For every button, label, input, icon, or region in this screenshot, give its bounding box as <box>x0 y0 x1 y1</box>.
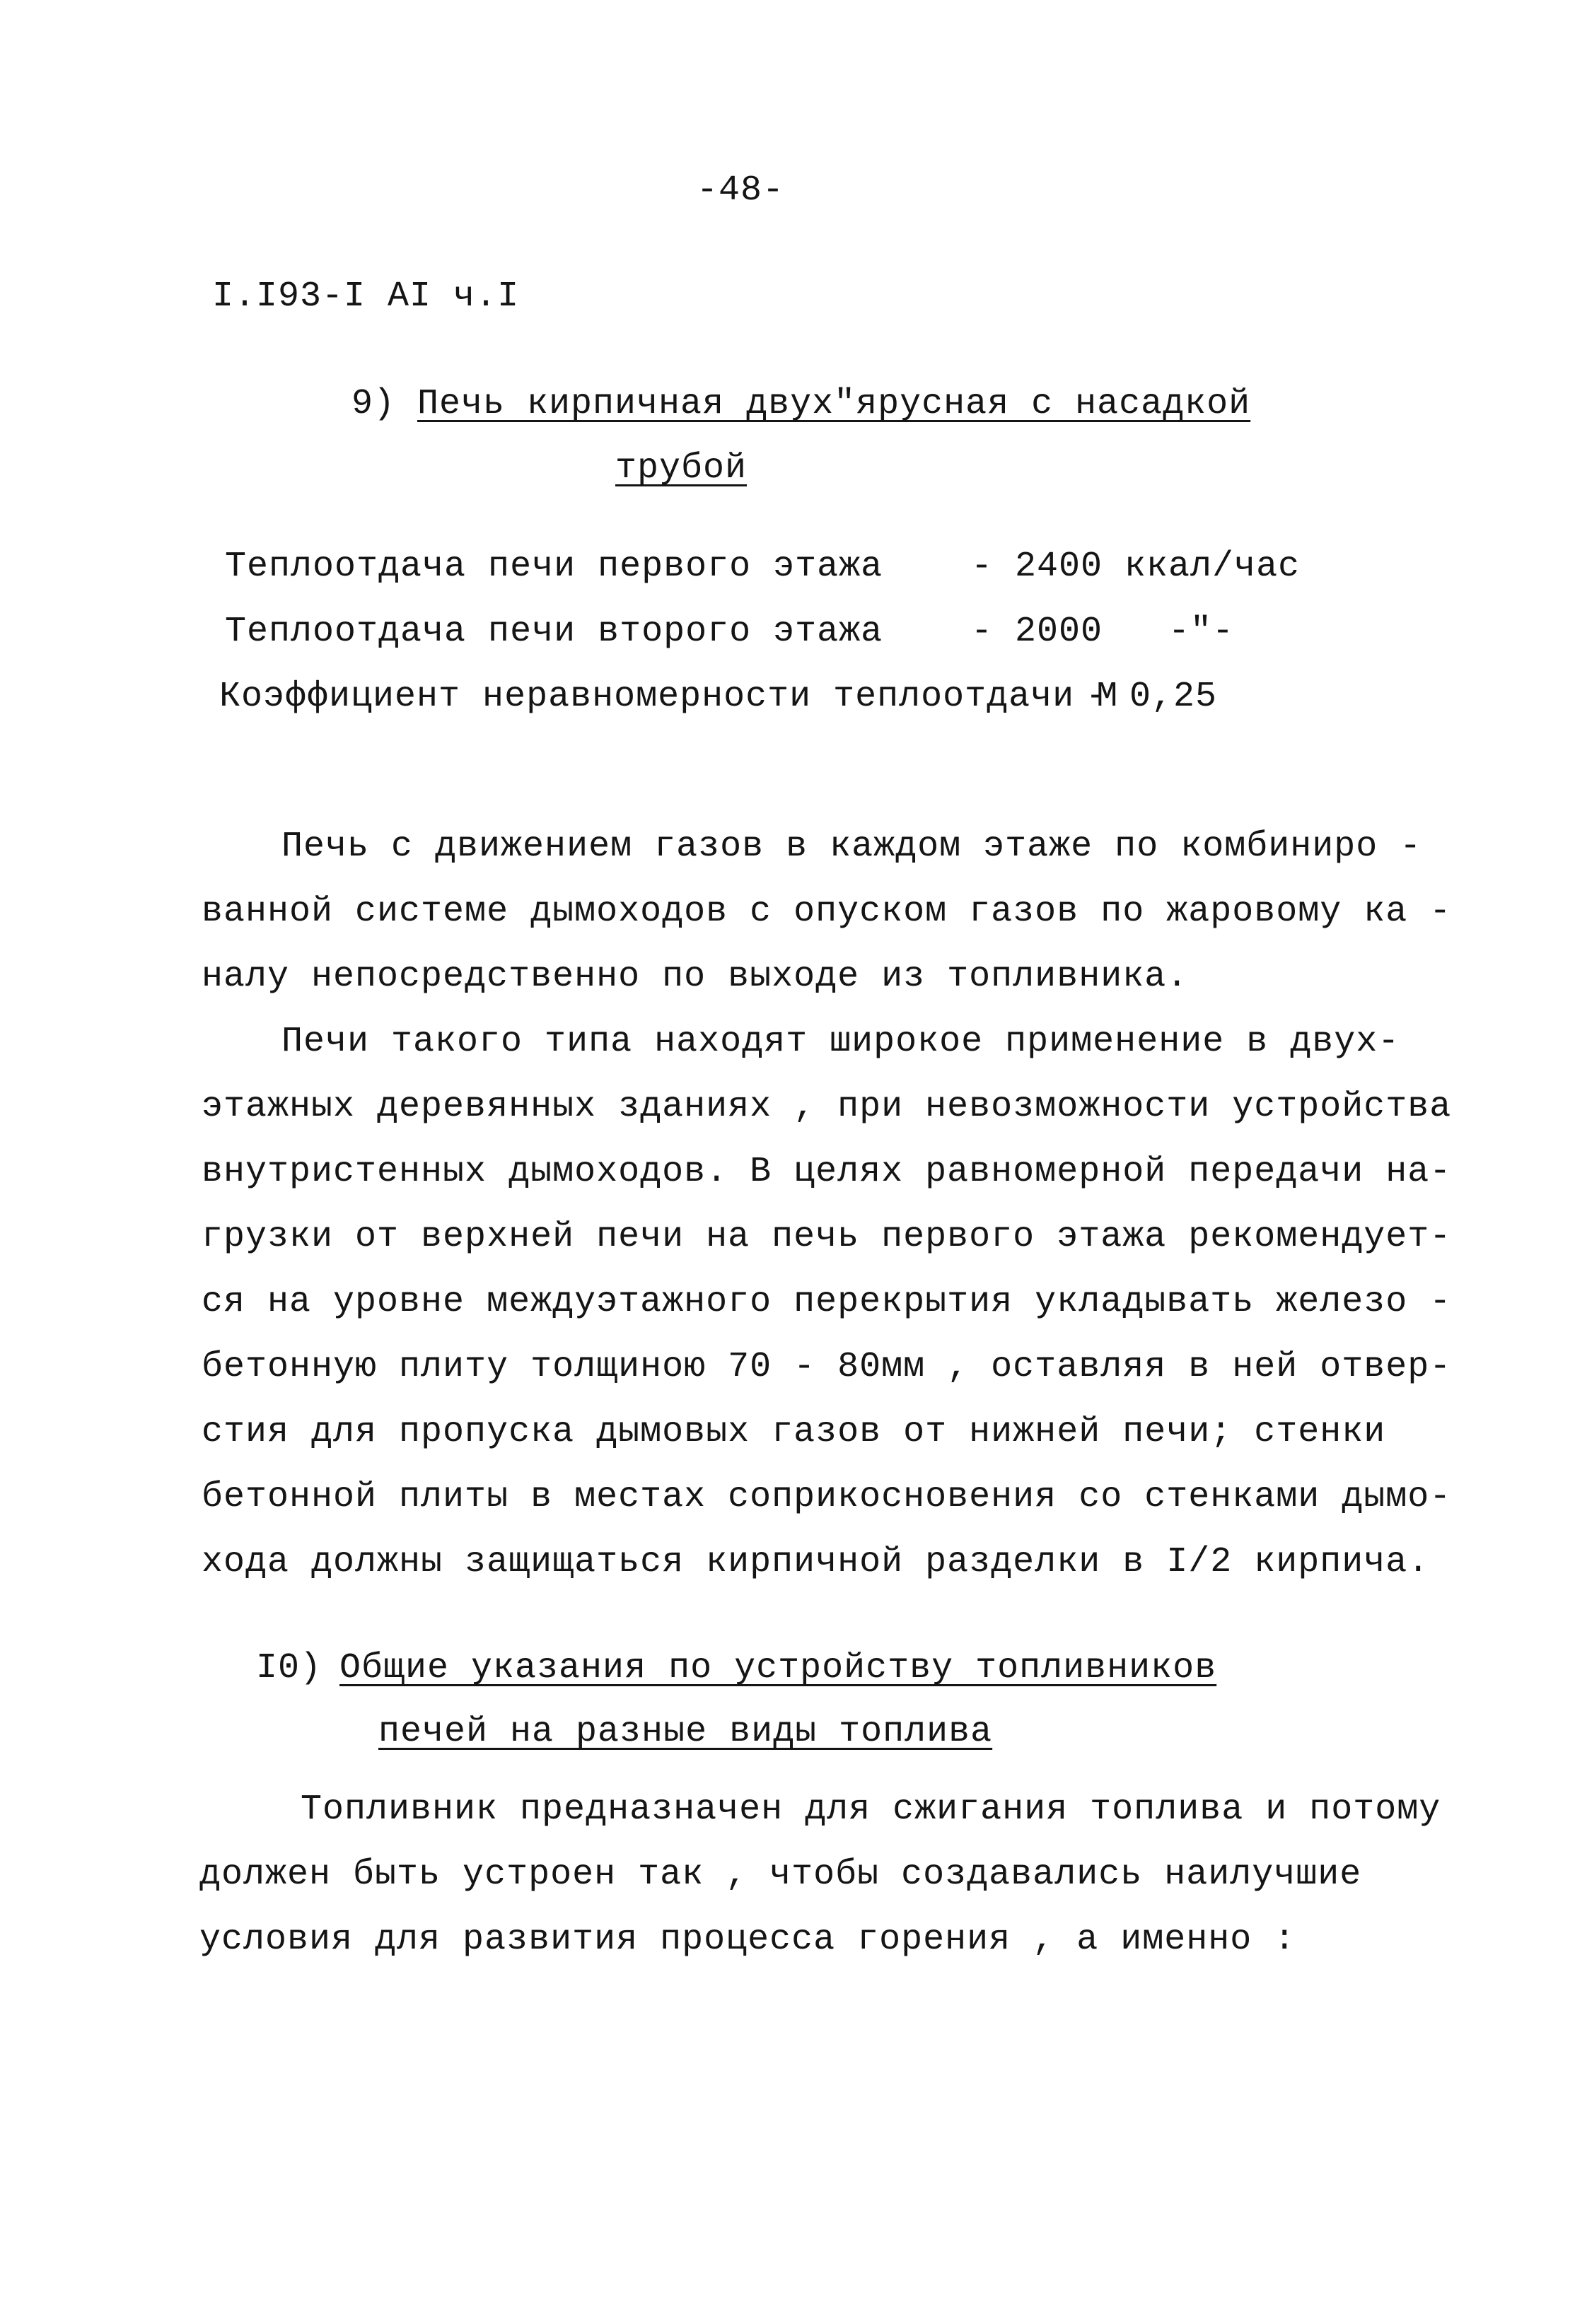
spec-value: - 2400 ккал/час <box>971 547 1301 587</box>
spec-label: Коэффициент неравномерности теплоотдачи М <box>219 677 1119 717</box>
paragraph-2-line: этажных деревянных зданиях , при невозможности устройства <box>202 1087 1452 1127</box>
spec-label: Теплоотдача печи второго этажа <box>225 612 883 652</box>
section-9-title-line1: Печь кирпичная двух"ярусная с насадкой <box>417 384 1251 424</box>
paragraph-3-line: должен быть устроен так , чтобы создавались наилучшие <box>199 1855 1362 1895</box>
document-code: I.I93-I AI ч.I <box>212 276 520 317</box>
paragraph-3-line: условия для развития процесса горения , а именно : <box>199 1920 1296 1960</box>
paragraph-2-line: бетонную плиту толщиною 70 - 80мм , оставляя в ней отвер- <box>202 1347 1452 1387</box>
section-9-number: 9) <box>351 384 396 424</box>
spec-row-1 <box>225 546 1328 588</box>
spec-value: - 0,25 <box>1086 677 1218 717</box>
paragraph-3-line: Топливник предназначен для сжигания топлива и потому <box>301 1789 1441 1830</box>
spec-value: - 2000 -"- <box>971 612 1235 652</box>
spec-row-2 <box>225 611 1328 653</box>
paragraph-2-line: внутристенных дымоходов. В целях равномерной передачи на- <box>202 1152 1452 1192</box>
paragraph-2-line: бетонной плиты в местах соприкосновения со стенками дымо- <box>202 1477 1452 1517</box>
section-10-number: I0) <box>256 1648 322 1688</box>
spec-label: Теплоотдача печи первого этажа <box>225 547 883 587</box>
spec-row-3 <box>219 676 1322 718</box>
section-9-title-line2: трубой <box>615 448 748 489</box>
section-10-title-line1: Общие указания по устройству топливников <box>339 1648 1217 1688</box>
paragraph-2-line: стия для пропуска дымовых газов от нижней печи; стенки <box>202 1412 1386 1452</box>
paragraph-1-line: ванной системе дымоходов с опуском газов по жаровому ка - <box>202 892 1452 932</box>
section-10-title-line2: печей на разные виды топлива <box>378 1712 993 1752</box>
paragraph-2-line: хода должны защищаться кирпичной разделки в I/2 кирпича. <box>202 1542 1430 1582</box>
paragraph-1-line: налу непосредственно по выходе из топливника. <box>202 957 1189 997</box>
paragraph-2-line: Печи такого типа находят широкое применение в двух- <box>281 1022 1400 1062</box>
page-number: -48- <box>697 170 785 211</box>
paragraph-2-line: грузки от верхней печи на печь первого этажа рекомендует- <box>202 1217 1452 1257</box>
paragraph-1-line: Печь с движением газов в каждом этаже по комбиниро - <box>281 827 1422 867</box>
paragraph-2-line: ся на уровне междуэтажного перекрытия укладывать железо - <box>202 1282 1452 1322</box>
